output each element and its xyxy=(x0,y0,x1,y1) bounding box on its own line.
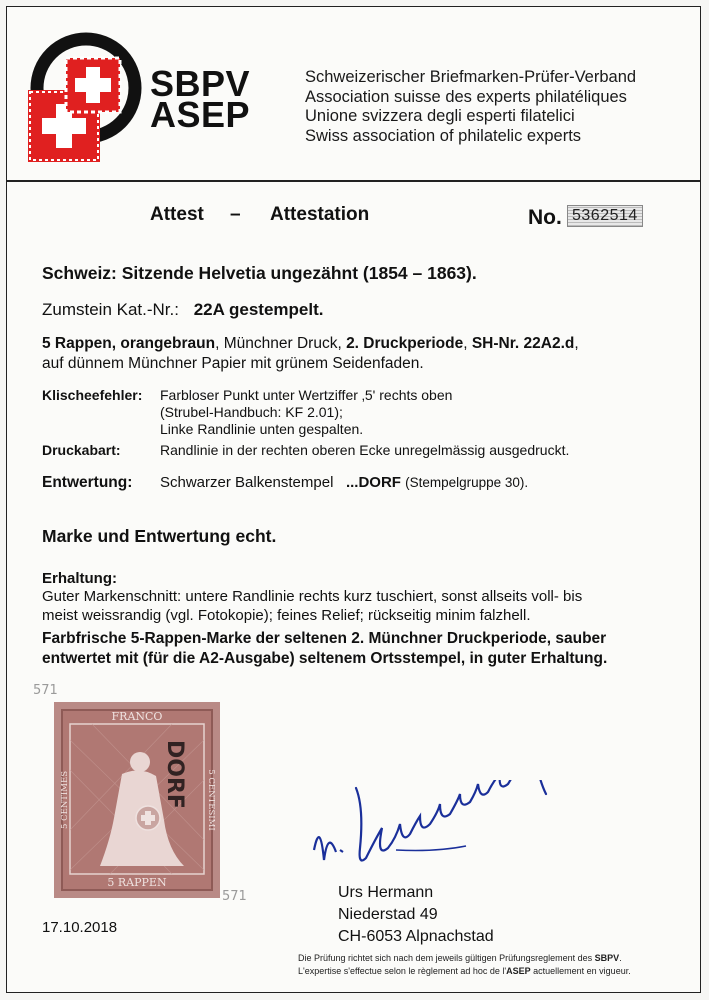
druckabart-value: Randlinie in der rechten oberen Ecke unregelmässig ausgedruckt. xyxy=(160,442,570,458)
cancellation-mark: DORF xyxy=(162,740,187,809)
org-name-en: Swiss association of philatelic experts xyxy=(305,126,582,145)
stamp-description-line2: auf dünnem Münchner Papier mit grünem Seidenfaden. xyxy=(42,355,424,372)
verdict: Marke und Entwertung echt. xyxy=(42,526,277,546)
pencil-mark-top-left: 571 xyxy=(33,683,58,698)
stamp-top-text: FRANCO xyxy=(111,710,163,723)
entwertung-group: (Stempelgruppe 30). xyxy=(405,475,529,490)
signer-city: CH-6053 Alpnachstad xyxy=(338,928,494,945)
zumstein-value: 22A gestempelt. xyxy=(193,300,324,319)
klischee-line: Farbloser Punkt unter Wertziffer ‚5' rechts oben xyxy=(160,387,453,403)
entwertung-value xyxy=(160,474,528,491)
organization-names xyxy=(305,68,636,146)
sbpv-logo xyxy=(22,30,150,170)
certificate-number: 5362514 xyxy=(567,205,643,227)
condition-summary xyxy=(42,629,607,669)
signer-street: Niederstad 49 xyxy=(338,906,438,923)
druckabart-label: Druckabart: xyxy=(42,442,121,458)
issue-date: 17.10.2018 xyxy=(42,919,118,936)
signature-scribble xyxy=(300,780,550,890)
footer-line-de: Die Prüfung richtet sich nach dem jeweils gültigen Prüfungsreglement des SBPV. xyxy=(298,953,622,963)
zumstein-line xyxy=(42,300,323,320)
stamp-description-line1 xyxy=(42,335,579,353)
stamp-bottom-text: 5 RAPPEN xyxy=(107,876,167,889)
stamp-right-text: 5 CENTESIMI xyxy=(206,769,216,831)
org-name-it: Unione svizzera degli esperti filatelici xyxy=(305,107,575,125)
entwertung-label: Entwertung: xyxy=(42,474,133,491)
condition-text xyxy=(42,587,582,625)
klischee-line: (Strubel-Handbuch: KF 2.01); xyxy=(160,404,343,420)
swiss-cross-stamp-icon xyxy=(22,30,150,170)
header-divider xyxy=(6,180,701,182)
stamp-photo xyxy=(52,700,222,900)
signer-address xyxy=(338,882,494,948)
summary-line: entwertet mit (für die A2-Ausgabe) seltenem Ortsstempel, in guter Erhaltung. xyxy=(42,650,608,667)
desc-comma: , xyxy=(574,335,579,352)
org-name-de: Schweizerischer Briefmarken-Prüfer-Verband xyxy=(305,68,637,86)
desc-sep: , xyxy=(463,335,472,352)
title-dash: – xyxy=(230,204,241,225)
brand-line-sbpv: SBPV xyxy=(150,63,251,104)
brand-line-asep: ASEP xyxy=(150,94,251,135)
footer-line-fr: L'expertise s'effectue selon le règlement ad hoc de l'ASEP actuellement en vigueur. xyxy=(298,966,631,976)
klischee-label: Klischeefehler: xyxy=(42,387,143,403)
pencil-mark-bottom-right: 571 xyxy=(222,889,247,904)
zumstein-label: Zumstein Kat.-Nr.: xyxy=(42,300,179,319)
stamp-illustration xyxy=(52,700,222,900)
entwertung-place: ...DORF xyxy=(345,474,401,491)
klischee-line: Linke Randlinie unten gespalten. xyxy=(160,421,364,437)
klischee-value xyxy=(160,387,452,438)
org-name-fr: Association suisse des experts philatéliques xyxy=(305,87,627,106)
certificate-number-label: No. xyxy=(528,206,562,229)
footer-note xyxy=(298,952,631,978)
stamp-heading: Schweiz: Sitzende Helvetia ungezähnt (1854 – 1863). xyxy=(42,263,477,283)
brand-name xyxy=(150,63,251,135)
stamp-value-color: 5 Rappen, orangebraun xyxy=(42,335,216,352)
sh-number: SH-Nr. 22A2.d xyxy=(471,335,575,352)
summary-line: Farbfrische 5-Rappen-Marke der seltenen 2. Münchner Druckperiode, sauber xyxy=(42,630,607,647)
stamp-print-type: , Münchner Druck, xyxy=(215,335,347,352)
title-attest: Attest xyxy=(150,204,204,225)
stamp-print-period: 2. Druckperiode xyxy=(346,335,464,352)
title-row xyxy=(0,204,709,234)
entwertung-type: Schwarzer Balkenstempel xyxy=(160,474,334,491)
condition-line: meist weissrandig (vgl. Fotokopie); feines Relief; rückseitig minim falzhell. xyxy=(42,607,531,624)
condition-line: Guter Markenschnitt: untere Randlinie rechts kurz tuschiert, sonst allseits voll- bis xyxy=(42,588,583,605)
signer-name: Urs Hermann xyxy=(338,884,434,901)
stamp-left-text: 5 CENTIMES xyxy=(60,770,70,830)
title-attestation: Attestation xyxy=(270,204,370,225)
signature xyxy=(300,780,550,890)
condition-label: Erhaltung: xyxy=(42,570,117,587)
